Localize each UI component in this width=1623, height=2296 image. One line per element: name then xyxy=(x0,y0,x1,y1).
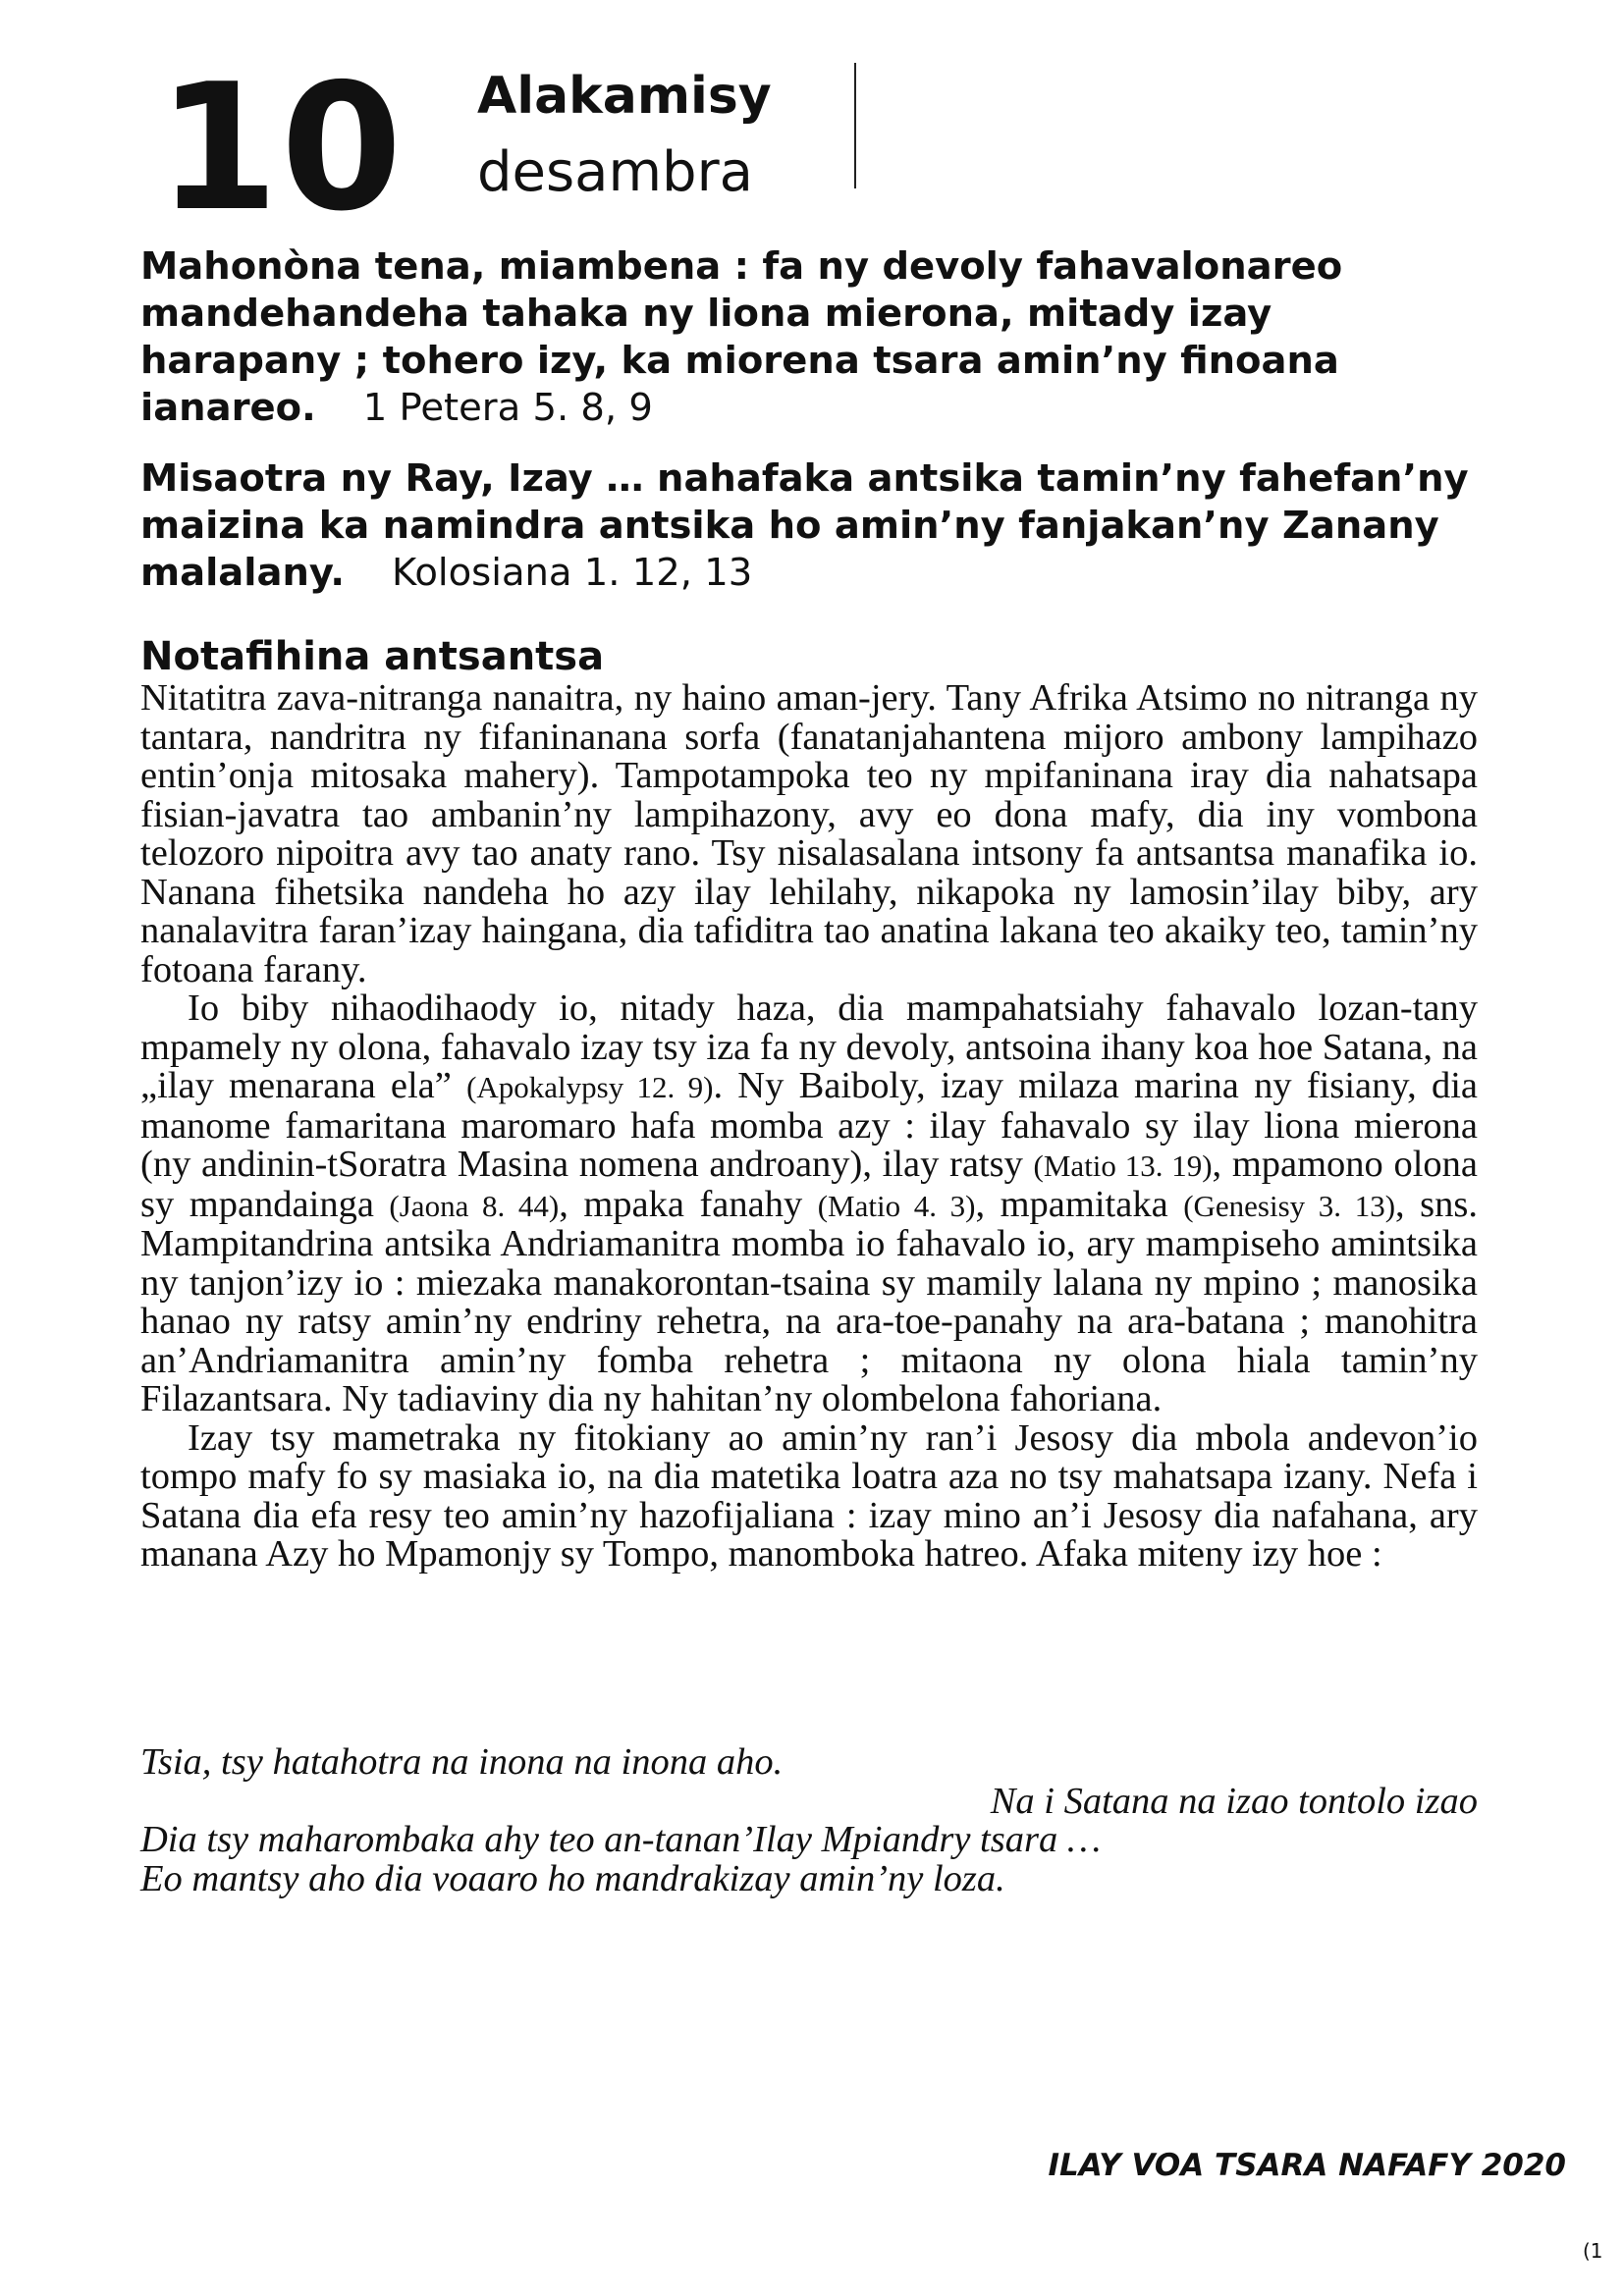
paragraph-2 xyxy=(140,989,1478,1419)
paragraph-1: Nitatitra zava-nitranga nanaitra, ny haino aman-jery. Tany Afrika Atsimo no nitranga ny tantara, nandritra ny fifaninanana sorfa (fanatanjahantena mijoro ambony lampihazo entin’onja mitosaka mahery). Tampotampoka teo ny mpifaninana iray dia nahatsapa fisian-javatra tao ambanin’ny lampihazony, avy eo dona mafy, dia iny vombona telozoro nipoitra avy tao anaty rano. Tsy nisalasalana intsony fa antsantsa manafika io. Nanana fihetsika nandeha ho azy ilay lehilahy, nikapoka ny lamosin’ilay biby, ary nanalavitra faran’izay haingana, dia tafiditra tao anatina lakana teo akaiky teo, tamin’ny fotoana farany. xyxy=(140,677,1478,990)
page-mark: (1 xyxy=(1583,2239,1603,2263)
scripture-reference: (Matio 13. 19) xyxy=(1033,1148,1213,1183)
paragraph-text: , sns. Mampitandrina antsika Andriamanitra momba io fahavalo io, ary mampiseho amintsika ny tanjon’izy io : miezaka manakorontan-tsaina sy mamily lalana ny mpino ; manosika hanao ny ratsy amin’ny endriny rehetra, na ara-toe-panahy na ara-batana ; manohitra an’Andriamanitra amin’ny fomba rehetra ; mitaona ny olona hiala tamin’ny Filazantsara. Ny tadiaviny dia ny hahitan’ny olombelona fahoriana. xyxy=(140,1183,1478,1419)
scripture-reference: (Apokalypsy 12. 9) xyxy=(466,1070,714,1104)
paragraph-text: Io biby nihaodihaody io, nitady haza, dia mampahatsiahy fahavalo lozan-tany mpamely ny olona, fahavalo izay tsy iza fa ny devoly, antsoina ihany koa hoe Satana, na „ilay menarana ela” xyxy=(140,988,1478,1106)
day-number: 10 xyxy=(157,46,405,249)
bible-verse-1 xyxy=(140,243,1478,432)
verse-text: Mahonòna tena, miambena : fa ny devoly fahavalonareo mandehandeha tahaka ny liona mierona, mitady izay harapany ; tohero izy, ka miorena tsara amin’ny finoana ianareo. xyxy=(140,244,1343,430)
weekday-label: Alakamisy xyxy=(477,67,772,126)
verse-text: Misaotra ny Ray, Izay … nahafaka antsika tamin’ny fahefan’ny maizina ka namindra antsika ho amin’ny fanjakan’ny Zanany malalany. xyxy=(140,456,1469,595)
header-divider xyxy=(854,63,856,188)
paragraph-text: , mpamitaka xyxy=(975,1183,1168,1225)
paragraph-text: . Ny Baiboly, izay milaza marina ny fisiany, dia manome famaritana maromaro hafa momba azy : ilay fahavalo sy ilay liona mierona (ny andinin-tSoratra Masina nomena androany), ilay ratsy xyxy=(140,1065,1478,1185)
poem-line: Dia tsy maharombaka ahy teo an-tanan’Ilay Mpiandry tsara … xyxy=(140,1819,1102,1860)
paragraph-text: , mpamono olona sy mpandainga xyxy=(140,1144,1478,1225)
month-label: desambra xyxy=(477,140,753,204)
scripture-reference: (Matio 4. 3) xyxy=(817,1188,976,1223)
poem-line: Tsia, tsy hatahotra na inona na inona aho. xyxy=(140,1741,784,1783)
paragraph-3: Izay tsy mametraka ny fitokiany ao amin’ny ran’i Jesosy dia mbola andevon’io tompo mafy fo sy masiaka io, na dia matetika loatra aza no tsy mahatsapa izany. Nefa i Satana dia efa resy teo amin’ny hazofijaliana : izay mino an’i Jesosy dia nafahana, ary manana Azy ho Mpamonjy sy Tompo, manomboka hatreo. Afaka miteny izy hoe : xyxy=(140,1416,1478,1575)
verse-reference: Kolosiana 1. 12, 13 xyxy=(392,551,753,595)
poem-line: Na i Satana na izao tontolo izao xyxy=(990,1780,1478,1822)
scripture-reference: (Jaona 8. 44) xyxy=(389,1188,560,1223)
scripture-reference: (Genesisy 3. 13) xyxy=(1183,1188,1396,1223)
paragraph-text: , mpaka fanahy xyxy=(559,1183,803,1225)
poem-line: Eo mantsy aho dia voaaro ho mandrakizay amin’ny loza. xyxy=(140,1857,1005,1899)
section-heading: Notafihina antsantsa xyxy=(140,634,605,679)
bible-verse-2 xyxy=(140,455,1478,597)
verse-reference: 1 Petera 5. 8, 9 xyxy=(362,386,653,430)
article-body xyxy=(140,679,1478,1575)
poem xyxy=(140,1743,1478,1898)
footer-title: ILAY VOA TSARA NAFAFY 2020 xyxy=(1048,2148,1566,2183)
